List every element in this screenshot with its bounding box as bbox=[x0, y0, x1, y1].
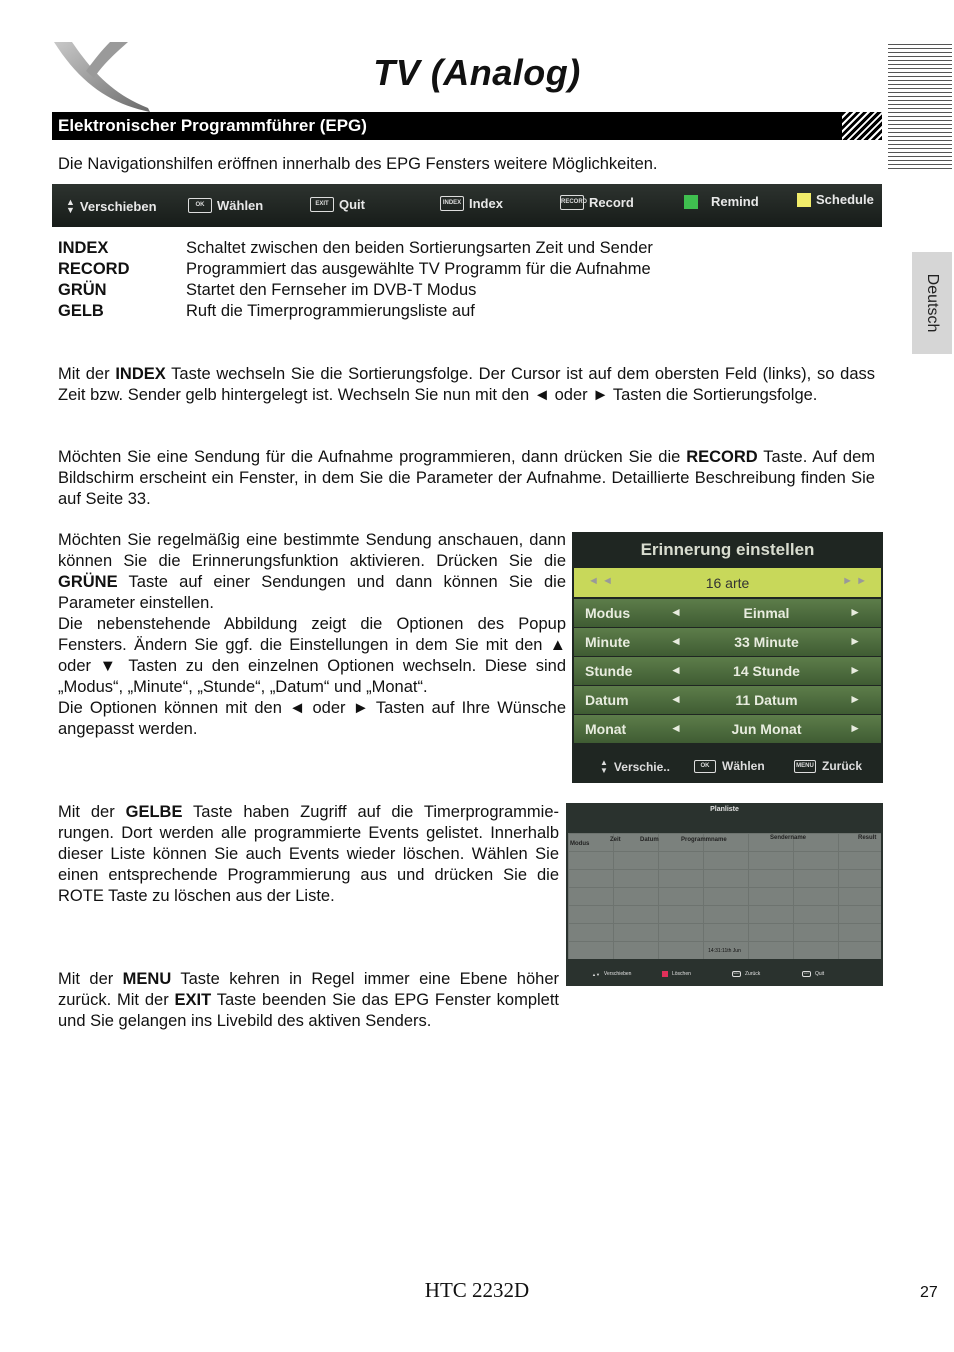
option-value: Jun Monat bbox=[731, 721, 802, 737]
key-name: RECORD bbox=[58, 260, 130, 278]
nav-move bbox=[66, 198, 157, 214]
footer-back bbox=[732, 971, 760, 977]
option-value: 11 Datum bbox=[735, 692, 798, 708]
up-down-arrows-icon: ▲ ▼ bbox=[600, 758, 608, 775]
right-arrow-icon: ► bbox=[849, 605, 861, 619]
remind-option-row bbox=[574, 599, 881, 627]
key-description: Startet den Fernseher im DVB-T Modus bbox=[186, 281, 477, 299]
paragraph-yellow bbox=[58, 802, 559, 907]
nav-remind-label: Remind bbox=[711, 194, 759, 209]
option-label: Monat bbox=[585, 721, 627, 737]
paragraph-index bbox=[58, 364, 875, 406]
remind-option-row bbox=[574, 657, 881, 685]
plan-list-footer bbox=[566, 962, 883, 986]
option-label: Modus bbox=[585, 605, 631, 621]
text: Mit der bbox=[58, 803, 126, 821]
option-label: Stunde bbox=[585, 663, 633, 679]
green-key-icon bbox=[684, 195, 698, 209]
text: Taste haben Zugriff auf die Timerprogrammierungen. Dort werden alle programmierte Events gelistet. Innerhalb dieser Liste können Sie auch Events wieder löschen. Wählen Sie einen entsprechende Programmierung aus und drücken Sie die ROTE Taste zu löschen aus der Liste. bbox=[58, 803, 559, 905]
right-arrow-icon: ► ► bbox=[842, 575, 867, 587]
plan-list-title: Planliste bbox=[710, 806, 739, 813]
left-arrow-icon: ◄ bbox=[670, 634, 682, 648]
paragraph-record bbox=[58, 447, 875, 510]
text: Die nebenstehende Abbildung zeigt die Optionen des Popup Fensters. Ändern Sie ggf. die Einstellungen in dem Sie mit den ▲ oder ▼ Tasten zu den einzelnen Optionen wechseln. Diese sind „Modus“, „Minute“, „Stunde“, „Datum“ und „Monat“. bbox=[58, 615, 566, 696]
key-description: Programmiert das ausgewählte TV Programm für die Aufnahme bbox=[186, 260, 651, 278]
intro-text: Die Navigationshilfen eröffnen innerhalb des EPG Fensters weitere Möglichkeiten. bbox=[58, 155, 658, 173]
option-label: Minute bbox=[585, 634, 631, 650]
text: Mit der bbox=[58, 365, 116, 383]
ok-key-icon: OK bbox=[694, 760, 716, 773]
left-arrow-icon: ◄ bbox=[670, 721, 682, 735]
nav-remind bbox=[684, 194, 759, 209]
remind-popup-screenshot bbox=[572, 532, 883, 783]
column-header: Result bbox=[858, 835, 877, 841]
red-key-icon bbox=[662, 971, 668, 977]
left-arrow-icon: ◄ bbox=[670, 663, 682, 677]
footer-back-label: Zurück bbox=[745, 971, 761, 977]
key-description: Schaltet zwischen den beiden Sortierungsarten Zeit und Sender bbox=[186, 239, 653, 257]
language-tab-label: Deutsch bbox=[924, 273, 941, 333]
section-heading bbox=[52, 112, 882, 140]
right-arrow-icon: ► bbox=[849, 692, 861, 706]
footer-quit-label: Quit bbox=[815, 971, 825, 977]
column-header: Zeit bbox=[610, 837, 621, 843]
left-arrow-icon: ◄ bbox=[670, 605, 682, 619]
text: Taste. Auf dem Bildschirm erscheint ein Fenster, in dem Sie die Parameter der Aufnahme. Detaillierte Beschreibung finden Sie auf Seite 33. bbox=[58, 448, 875, 508]
nav-index bbox=[440, 196, 503, 211]
footer-quit bbox=[802, 971, 824, 977]
yellow-key-icon bbox=[797, 193, 811, 207]
remind-channel: 16 arte bbox=[705, 575, 750, 591]
column-header: Sendername bbox=[770, 835, 807, 841]
remind-channel-row bbox=[574, 568, 881, 597]
remind-option-row bbox=[574, 686, 881, 714]
nav-quit bbox=[310, 197, 365, 212]
footer-select bbox=[694, 759, 765, 773]
footer-move-label: Verschie.. bbox=[613, 760, 670, 774]
key-name: INDEX bbox=[58, 239, 109, 257]
column-header: Datum bbox=[640, 837, 659, 843]
footer-back-label: Zurück bbox=[822, 759, 863, 773]
text: Möchten Sie eine Sendung für die Aufnahme programmieren, dann drücken Sie die bbox=[58, 448, 687, 466]
nav-quit-label: Quit bbox=[339, 197, 365, 212]
text: Mit der bbox=[58, 970, 123, 988]
nav-move-label: Verschieben bbox=[79, 198, 157, 214]
footer-move bbox=[600, 759, 670, 775]
nav-schedule bbox=[797, 192, 874, 207]
footer-delete-label: Löschen bbox=[672, 971, 691, 977]
bold-text: RECORD bbox=[686, 448, 758, 466]
key-description-table bbox=[58, 238, 653, 322]
key-row bbox=[58, 259, 653, 280]
option-value: 33 Minute bbox=[734, 634, 799, 650]
up-down-arrows-icon: ▲▼ bbox=[592, 971, 600, 977]
bold-text: MENU bbox=[122, 970, 172, 988]
plan-list-grid bbox=[568, 833, 881, 959]
text: Möchten Sie regelmäßig eine bestimmte Sendung anschauen, dann können Sie die Erinnerungsfunktion aktivieren. Drücken Sie die bbox=[58, 531, 566, 570]
key-row bbox=[58, 301, 653, 322]
section-heading-text: Elektronischer Programmführer (EPG) bbox=[58, 116, 367, 135]
nav-select-label: Wählen bbox=[217, 198, 264, 213]
ok-key-icon: OK bbox=[188, 198, 212, 213]
right-arrow-icon: ► bbox=[849, 721, 861, 735]
nav-schedule-label: Schedule bbox=[816, 192, 874, 207]
plan-list-time: 14:31:11th Jun bbox=[708, 948, 741, 954]
footer-move bbox=[592, 971, 631, 977]
bold-text: INDEX bbox=[115, 365, 166, 383]
bold-text: GELBE bbox=[125, 803, 183, 821]
up-down-arrows-icon: ▲ ▼ bbox=[66, 197, 75, 215]
menu-key-icon: MENU bbox=[794, 760, 816, 773]
key-name: GRÜN bbox=[58, 281, 107, 299]
footer-delete bbox=[662, 971, 691, 977]
key-description: Ruft die Timerprogrammierungsliste auf bbox=[186, 302, 475, 320]
exit-key-icon: EXIT bbox=[802, 971, 811, 977]
option-label: Datum bbox=[585, 692, 629, 708]
text: Taste kehren in Regel immer eine Ebene höher zurück. Mit der bbox=[58, 970, 560, 1009]
page-number: 27 bbox=[920, 1284, 938, 1301]
remind-popup-title: Erinnerung einstellen bbox=[640, 540, 815, 559]
nav-select bbox=[188, 198, 263, 213]
nav-index-label: Index bbox=[469, 196, 503, 211]
footer-select-label: Wählen bbox=[722, 759, 765, 773]
index-key-icon: INDEX bbox=[440, 196, 464, 211]
language-tab bbox=[912, 252, 952, 354]
model-name: HTC 2232D bbox=[424, 1278, 530, 1302]
option-value: 14 Stunde bbox=[733, 663, 800, 679]
footer-move-label: Verschieben bbox=[603, 971, 632, 977]
plan-list-screenshot bbox=[566, 803, 883, 986]
exit-key-icon: EXIT bbox=[310, 197, 334, 212]
key-row bbox=[58, 280, 653, 301]
remind-popup-footer bbox=[572, 747, 883, 783]
option-value: Einmal bbox=[743, 605, 790, 621]
text: Taste wechseln Sie die Sortierungsfolge. Der Cursor ist auf dem obersten Feld (links), so dass Zeit bzw. Sender gelb hintergelegt ist. Wechseln Sie nun mit den ◄ oder ► Tasten die Sortierungsfolge. bbox=[58, 365, 875, 404]
column-header: Modus bbox=[570, 841, 590, 847]
remind-option-row bbox=[574, 715, 881, 743]
nav-record bbox=[560, 195, 634, 210]
epg-navigation-bar bbox=[52, 184, 882, 227]
text: Taste auf einer Sendungen und dann können Sie die Parameter einstellen. bbox=[58, 573, 566, 612]
key-name: GELB bbox=[58, 302, 104, 320]
column-header: Programmname bbox=[681, 837, 727, 843]
text: Taste beenden Sie das EPG Fenster komplett und Sie gelangen ins Livebild des aktiven Senders. bbox=[58, 991, 560, 1030]
left-arrow-icon: ◄ ◄ bbox=[588, 575, 613, 587]
right-arrow-icon: ► bbox=[849, 634, 861, 648]
page-title: TV (Analog) bbox=[373, 52, 581, 93]
text: Die Optionen können mit den ◄ oder ► Tasten auf Ihre Wünsche angepasst werden. bbox=[58, 699, 566, 738]
key-row bbox=[58, 238, 653, 259]
decorative-dots bbox=[842, 112, 882, 140]
decorative-stripes bbox=[888, 44, 952, 172]
paragraph-remind bbox=[58, 530, 566, 740]
footer-back bbox=[794, 759, 862, 773]
bold-text: GRÜNE bbox=[58, 573, 118, 591]
menu-key-icon: MENU bbox=[733, 973, 740, 975]
paragraph-menu bbox=[58, 969, 559, 1032]
nav-record-label: Record bbox=[589, 195, 634, 210]
right-arrow-icon: ► bbox=[849, 663, 861, 677]
bold-text: EXIT bbox=[174, 991, 212, 1009]
record-key-icon: RECORD bbox=[560, 195, 584, 210]
remind-option-row bbox=[574, 628, 881, 656]
left-arrow-icon: ◄ bbox=[670, 692, 682, 706]
